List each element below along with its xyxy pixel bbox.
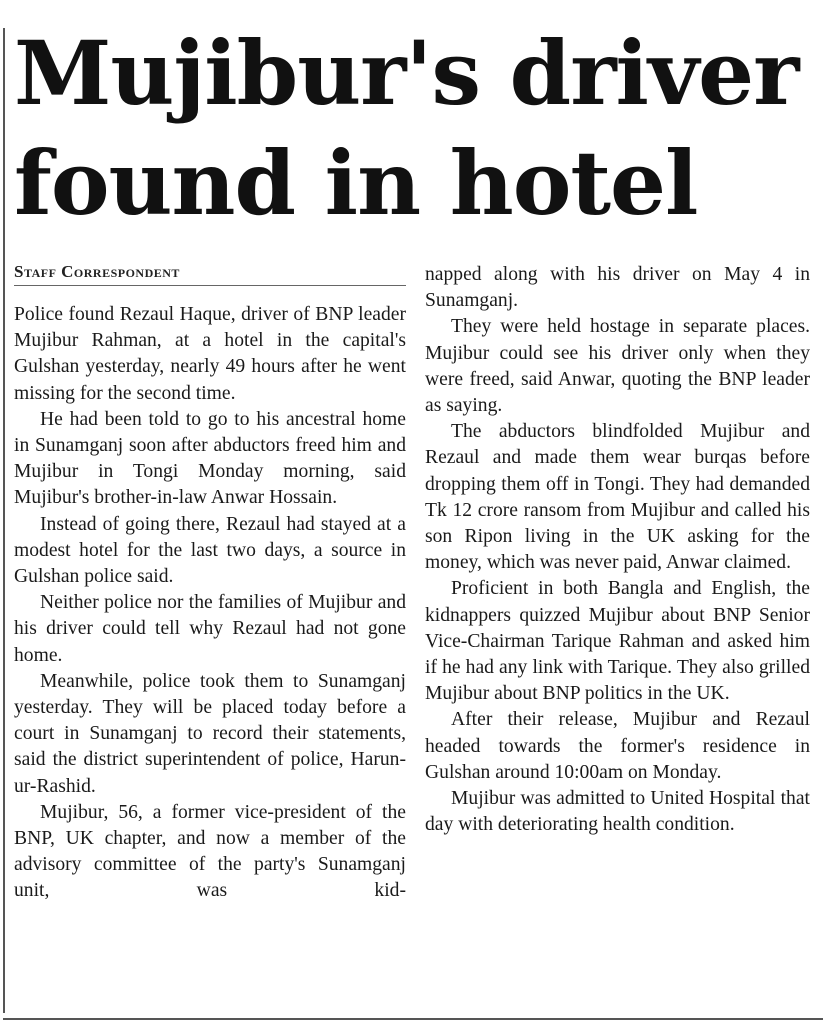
article-column-right	[425, 262, 810, 838]
paragraph: He had been told to go to his ancestral home in Sunamganj soon after abductors freed him and Mujibur in Tongi Monday morning, said Mujibur's brother-in-law Anwar Hossain.	[14, 408, 406, 509]
bottom-rule	[3, 1018, 823, 1020]
headline	[14, 18, 819, 238]
article-column-left	[14, 302, 406, 905]
headline-line-2: found in hotel	[14, 131, 698, 235]
byline: Staff Correspondent	[14, 262, 406, 286]
paragraph: They were held hostage in separate places. Mujibur could see his driver only when they were freed, said Anwar, quoting the BNP leader as saying.	[425, 316, 810, 417]
paragraph: After their release, Mujibur and Rezaul headed towards the former's residence in Gulshan around 10:00am on Monday.	[425, 709, 810, 783]
paragraph: Proficient in both Bangla and English, the kidnappers quizzed Mujibur about BNP Senior Vice-Chairman Tarique Rahman and asked him if he had any link with Tarique. They also grilled Mujibur about BNP politics in the UK.	[425, 578, 810, 705]
headline-line-1: Mujibur's driver	[14, 21, 799, 125]
paragraph: Mujibur was admitted to United Hospital that day with deteriorating health condition.	[425, 788, 810, 836]
paragraph: Mujibur, 56, a former vice-president of the BNP, UK chapter, and now a member of the advisory committee of the party's Sunamganj unit, was kid-	[14, 801, 406, 902]
paragraph: Instead of going there, Rezaul had stayed at a modest hotel for the last two days, a source in Gulshan police said.	[14, 513, 406, 588]
paragraph: Meanwhile, police took them to Sunamganj yesterday. They will be placed today before a court in Sunamganj to record their statements, said the district superintendent of police, Harun-ur-Rashid.	[14, 670, 406, 797]
left-column-rule	[3, 28, 5, 1013]
paragraph: Neither police nor the families of Mujibur and his driver could tell why Rezaul had not gone home.	[14, 592, 406, 666]
paragraph-continuation: napped along with his driver on May 4 in Sunamganj.	[425, 264, 810, 312]
paragraph: Police found Rezaul Haque, driver of BNP leader Mujibur Rahman, at a hotel in the capital's Gulshan yesterday, nearly 49 hours after he went missing for the second time.	[14, 304, 406, 404]
paragraph: The abductors blindfolded Mujibur and Rezaul and made them wear burqas before dropping them off in Tongi. They had demanded Tk 12 crore ransom from Mujibur and called his son Ripon living in the UK asking for the money, which was never paid, Anwar claimed.	[425, 421, 810, 574]
